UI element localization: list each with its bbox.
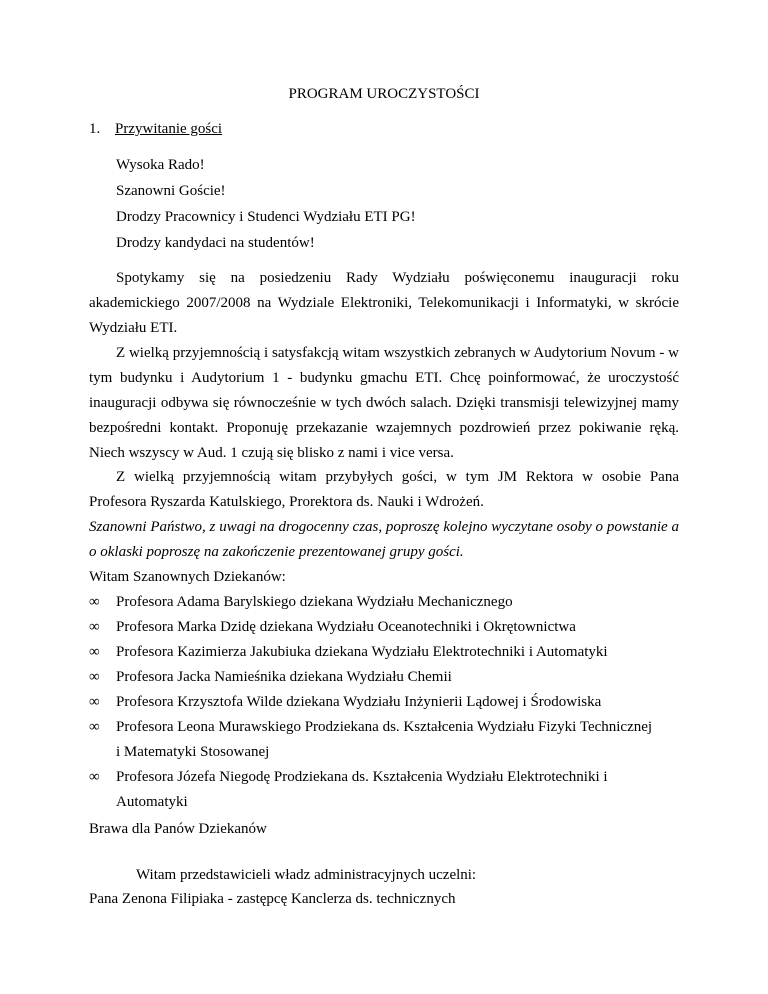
greeting-line: Szanowni Goście! <box>116 183 226 199</box>
section-heading <box>89 120 222 138</box>
dean-list-item <box>89 615 576 640</box>
infinity-bullet-icon: ∞ <box>89 719 100 735</box>
dean-list-item <box>89 590 513 615</box>
admin-heading: Witam przedstawicieli władz administracyjnych uczelni: <box>136 867 477 883</box>
dean-list-item <box>89 715 653 765</box>
infinity-bullet-icon: ∞ <box>89 669 100 685</box>
applause-line: Brawa dla Panów Dziekanów <box>89 821 267 837</box>
section-number: 1. <box>89 121 101 137</box>
dean-list-item <box>89 640 608 665</box>
dean-name: Profesora Józefa Niegodę Prodziekana ds. Kształcenia Wydziału Elektrotechniki i <box>116 769 608 785</box>
paragraph-opening: Spotykamy się na posiedzeniu Rady Wydziału poświęconemu inauguracji roku akademickiego 2007/2008 na Wydziale Elektroniki, Telekomunikacji i Informatyki, w skrócie Wydziału ETI. <box>89 270 679 336</box>
dean-name: Profesora Adama Barylskiego dziekana Wydziału Mechanicznego <box>116 594 513 610</box>
infinity-bullet-icon: ∞ <box>89 694 100 710</box>
dean-list-item <box>89 665 452 690</box>
paragraph-welcome: Z wielką przyjemnością i satysfakcją witam wszystkich zebranych w Audytorium Novum - w tym budynku i Audytorium 1 - budynku gmachu ETI. Chcę poinformować, że uroczystość inauguracji odbywa się równocześnie w tych dwóch salach. Dzięki transmisji telewizyjnej mamy bezpośredni kontakt. Proponuję przekazanie wzajemnych pozdrowień przez pokiwanie ręką. Niech wszyscy w Aud. 1 czują się blisko z nami i vice versa. <box>89 345 679 461</box>
page-title: PROGRAM UROCZYSTOŚCI <box>288 86 480 102</box>
dean-name: Profesora Leona Murawskiego Prodziekana ds. Kształcenia Wydziału Fizyki Technicznej <box>116 719 653 735</box>
dean-list-item <box>89 690 602 715</box>
paragraph-instructions: Szanowni Państwo, z uwagi na drogocenny czas, poproszę kolejno wyczytane osoby o powstanie a o oklaski poproszę na zakończenie prezentowanej grupy gości. <box>89 519 679 560</box>
greeting-line: Drodzy Pracownicy i Studenci Wydziału ETI PG! <box>116 209 416 225</box>
dean-name: Profesora Kazimierza Jakubiuka dziekana Wydziału Elektrotechniki i Automatyki <box>116 644 608 660</box>
dean-name: Profesora Krzysztofa Wilde dziekana Wydziału Inżynierii Lądowej i Środowiska <box>116 694 602 710</box>
section-label: Przywitanie gości <box>115 121 223 137</box>
admin-line: Pana Zenona Filipiaka - zastępcę Kanclerza ds. technicznych <box>89 891 456 907</box>
dean-name-continued: Automatyki <box>116 794 188 810</box>
paragraph-guests: Z wielką przyjemnością witam przybyłych gości, w tym JM Rektora w osobie Pana Profesora Ryszarda Katulskiego, Prorektora ds. Nauki i Wdrożeń. <box>89 469 679 510</box>
dean-name-continued: i Matematyki Stosowanej <box>116 744 270 760</box>
dean-name: Profesora Marka Dzidę dziekana Wydziału Oceanotechniki i Okrętownictwa <box>116 619 576 635</box>
infinity-bullet-icon: ∞ <box>89 644 100 660</box>
deans-heading: Witam Szanownych Dziekanów: <box>89 569 286 585</box>
infinity-bullet-icon: ∞ <box>89 594 100 610</box>
dean-list-item <box>89 765 608 815</box>
greeting-line: Drodzy kandydaci na studentów! <box>116 235 315 251</box>
infinity-bullet-icon: ∞ <box>89 769 100 785</box>
dean-name: Profesora Jacka Namieśnika dziekana Wydziału Chemii <box>116 669 452 685</box>
greeting-line: Wysoka Rado! <box>116 157 205 173</box>
infinity-bullet-icon: ∞ <box>89 619 100 635</box>
